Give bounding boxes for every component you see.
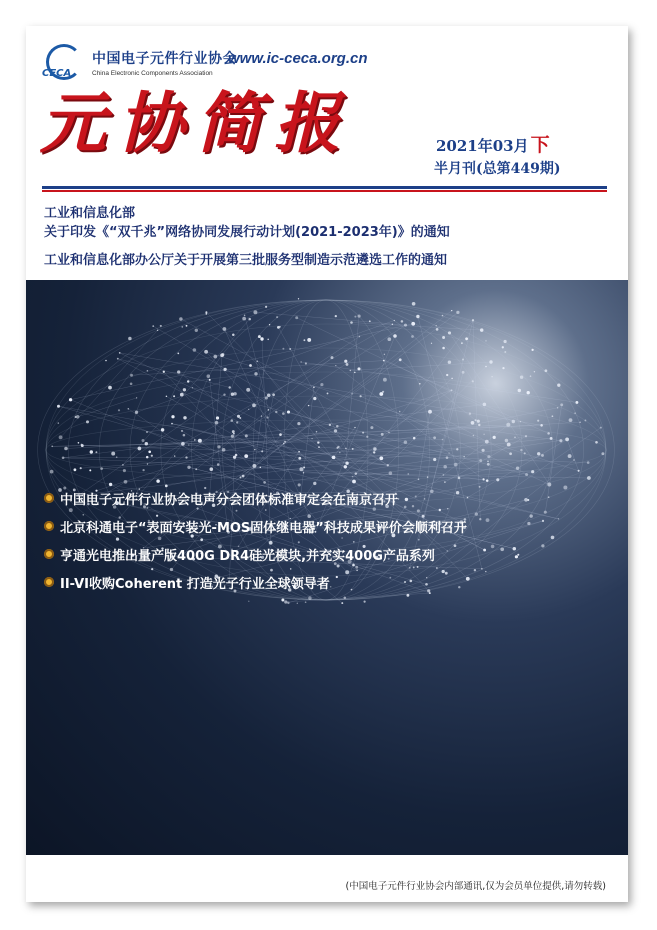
- masthead-title: 元协简报: [40, 84, 352, 162]
- bullet-icon: [44, 493, 54, 503]
- ceca-logo-icon: CECA: [42, 42, 86, 82]
- masthead-rule-red: [42, 190, 607, 192]
- association-logo: [42, 42, 237, 82]
- highlight-text: 中国电子元件行业协会电声分会团体标准审定会在南京召开: [60, 492, 399, 508]
- headline-2: 关于印发《“双千兆”网络协同发展行动计划(2021-2023年)》的通知: [44, 225, 450, 240]
- highlight-text: 亨通光电推出量产版400G DR4硅光模块,并充实400G产品系列: [60, 548, 435, 564]
- issue-number: 半月刊(总第449期): [434, 161, 561, 177]
- issue-half: 下: [530, 134, 550, 156]
- issue-date: [436, 130, 550, 157]
- highlight-text: II-VI收购Coherent 打造光子行业全球领导者: [60, 576, 330, 592]
- headline-3: 工业和信息化部办公厅关于开展第三批服务型制造示范遴选工作的通知: [44, 253, 448, 268]
- highlights-list: [44, 484, 467, 596]
- bullet-icon: [44, 577, 54, 587]
- bullet-icon: [44, 521, 54, 531]
- org-name-en: China Electronic Components Association: [92, 69, 213, 77]
- website-url: www.ic-ceca.org.cn: [228, 50, 368, 67]
- masthead-rule-blue: [42, 186, 607, 189]
- highlight-item: [44, 484, 467, 512]
- highlight-item: [44, 568, 467, 596]
- headline-1: 工业和信息化部: [44, 206, 136, 221]
- highlight-item: [44, 540, 467, 568]
- issue-date-text: 2021年03月: [436, 137, 529, 155]
- org-name-cn: 中国电子元件行业协会: [92, 50, 237, 67]
- highlight-item: [44, 512, 467, 540]
- footer-note: (中国电子元件行业协会内部通讯,仅为会员单位提供,请勿转载): [345, 881, 606, 892]
- bullet-icon: [44, 549, 54, 559]
- highlight-text: 北京科通电子“表面安装光-MOS固体继电器”科技成果评价会顺利召开: [60, 520, 467, 536]
- magazine-cover: [26, 26, 628, 902]
